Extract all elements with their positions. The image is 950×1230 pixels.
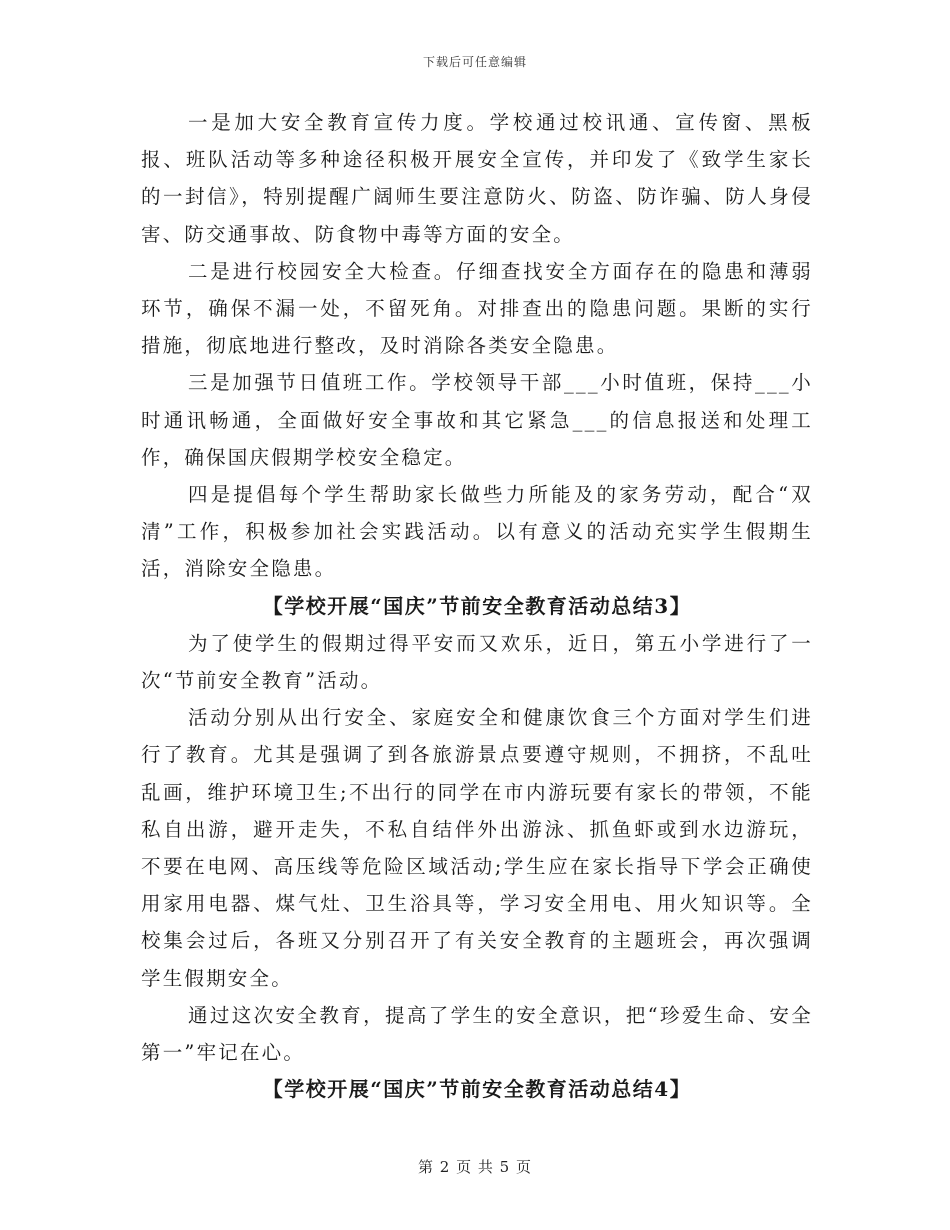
paragraph-safety-inspection: 二是进行校园安全大检查。仔细查找安全方面存在的隐患和薄弱环节，确保不漏一处，不留死角。对排查出的隐患问题。果断的实行措施，彻底地进行整改，及时消除各类安全隐患。 [141,259,813,358]
section-heading-4: 【学校开展“国庆”节前安全教育活动总结4】 [262,1077,692,1102]
paragraph-education-publicity: 一是加大安全教育宣传力度。学校通过校讯通、宣传窗、黑板报、班队活动等多种途径积极开展安全宣传，并印发了《致学生家长的一封信》，特别提醒广阔师生要注意防火、防盗、防诈骗、防人身侵害、防交通事故、防食物中毒等方面的安全。 [141,111,813,246]
section-heading-3: 【学校开展“国庆”节前安全教育活动总结3】 [262,593,692,618]
page-header: 下载后可任意编辑 [422,55,527,69]
paragraph-activity-intro: 为了使学生的假期过得平安而又欢乐，近日，第五小学进行了一次“节前安全教育”活动。 [141,631,813,693]
page-number: 第 2 页 共 5 页 [418,1158,532,1176]
paragraph-conclusion: 通过这次安全教育，提高了学生的安全意识，把“珍爱生命、安全第一”牢记在心。 [141,1003,813,1065]
paragraph-holiday-duty: 三是加强节日值班工作。学校领导干部___小时值班，保持___小时通讯畅通，全面做好安全事故和其它紧急___的信息报送和处理工作，确保国庆假期学校安全稳定。 [141,371,813,469]
paragraph-activity-details: 活动分别从出行安全、家庭安全和健康饮食三个方面对学生们进行了教育。尤其是强调了到各旅游景点要遵守规则，不拥挤，不乱吐乱画，维护环境卫生;不出行的同学在市内游玩要有家长的带领，不能私自出游，避开走失，不私自结伴外出游泳、抓鱼虾或到水边游玩，不要在电网、高压线等危险区域活动;学生应在家长指导下学会正确使用家用电器、煤气灶、卫生浴具等，学习安全用电、用火知识等。全校集会过后，各班又分别召开了有关安全教育的主题班会，再次强调学生假期安全。 [141,706,813,990]
paragraph-housework: 四是提倡每个学生帮助家长做些力所能及的家务劳动，配合“双清”工作，积极参加社会实践活动。以有意义的活动充实学生假期生活，消除安全隐患。 [141,483,813,581]
document-body [141,104,813,1108]
